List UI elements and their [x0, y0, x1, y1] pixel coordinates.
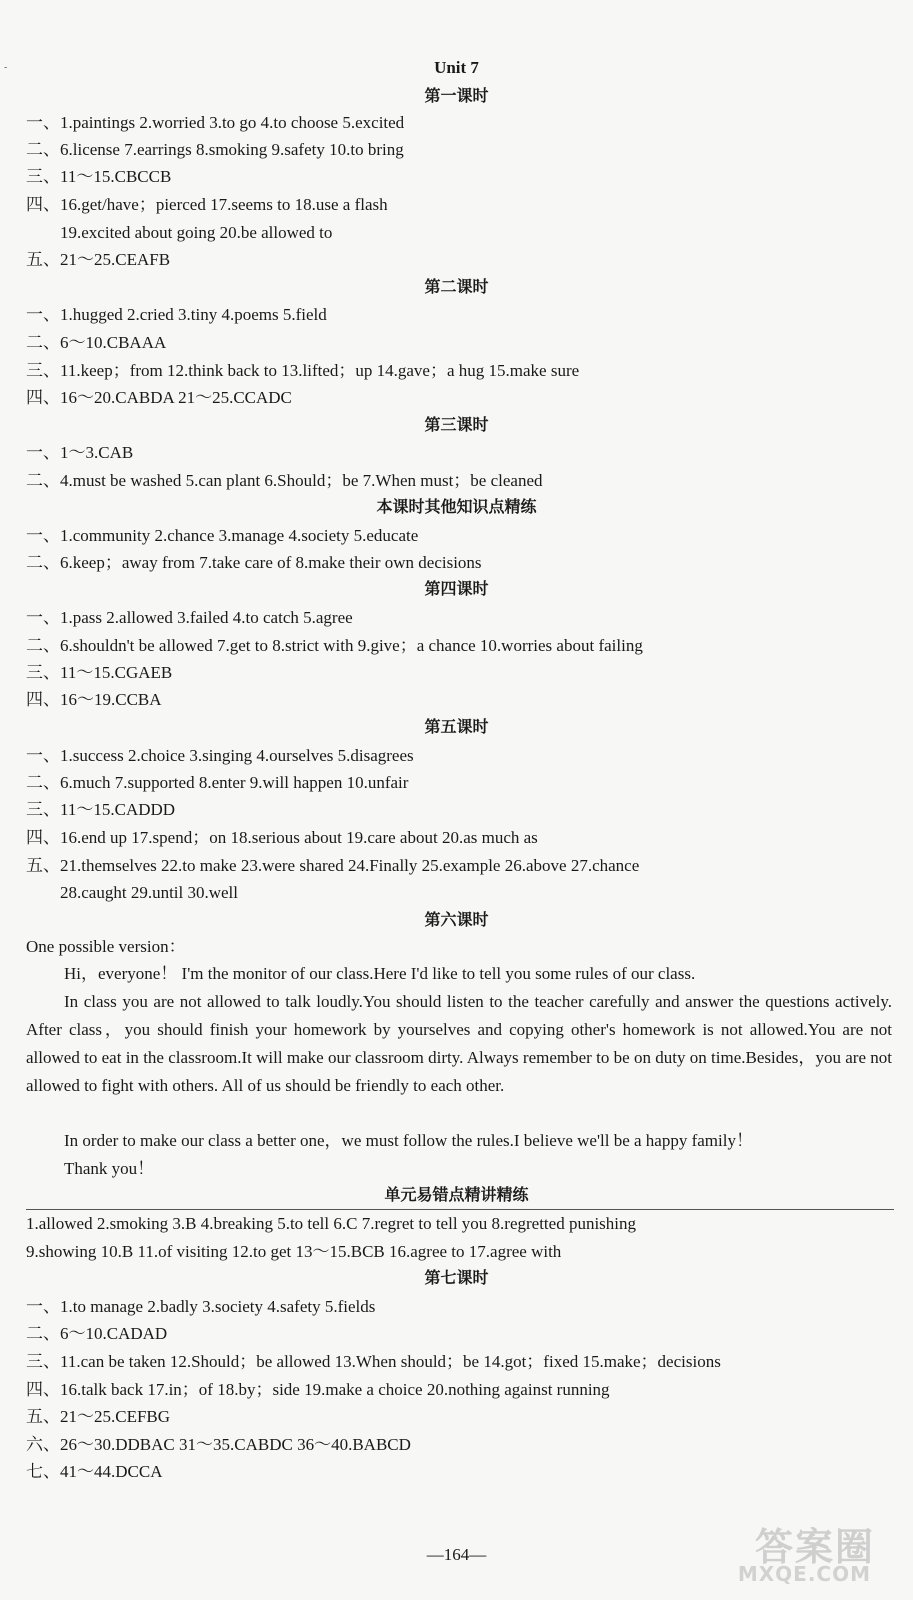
answer-line: 28.caught 29.until 30.well	[60, 883, 239, 902]
answer-line: 二、4.must be washed 5.can plant 6.Should；be 7.When must；be cleaned	[26, 471, 543, 490]
answer-line: 七、41～44.DCCA	[26, 1462, 163, 1481]
section-title-lesson-3: 第三课时	[424, 417, 489, 434]
answer-line: 一、1.community 2.chance 3.manage 4.society 5.educate	[26, 526, 419, 545]
essay-paragraph: In order to make our class a better one，we must follow the rules.I believe we'll be a happy family！	[64, 1131, 753, 1150]
answer-line: 三、11～15.CGAEB	[26, 663, 173, 682]
section-title-common-errors: 单元易错点精讲精练	[384, 1187, 529, 1204]
answer-line: 四、16.end up 17.spend；on 18.serious about 19.care about 20.as much as	[26, 828, 538, 847]
section-title-lesson-2: 第二课时	[424, 279, 489, 296]
section-title-lesson-5: 第五课时	[424, 719, 489, 736]
answer-line: 六、26～30.DDBAC 31～35.CABDC 36～40.BABCD	[26, 1435, 411, 1454]
section-title-extra-practice: 本课时其他知识点精练	[376, 499, 537, 516]
answer-line: 三、11.keep；from 12.think back to 13.lifted；up 14.gave；a hug 15.make sure	[26, 361, 580, 380]
answer-line: 9.showing 10.B 11.of visiting 12.to get 13～15.BCB 16.agree to 17.agree with	[26, 1242, 562, 1261]
answer-line: 一、1.success 2.choice 3.singing 4.ourselves 5.disagrees	[26, 746, 414, 765]
answer-line: 四、16.get/have；pierced 17.seems to 18.use a flash	[26, 195, 388, 214]
answer-line: 一、1.pass 2.allowed 3.failed 4.to catch 5.agree	[26, 608, 353, 627]
answer-line: 五、21～25.CEAFB	[26, 250, 171, 269]
essay-paragraph: In class you are not allowed to talk loudly.You should listen to the teacher carefully and answer the questions actively. After class，you should finish your homework by yourselves and copying other's homework is not allowed.You are not allowed to eat in the classroom.It will make our classroom dirty. Always remember to be on duty on time.Besides，you are not allowed to fight with others. All of us should be friendly to each other.	[26, 992, 892, 1095]
answer-line: 二、6.license 7.earrings 8.smoking 9.safety 10.to bring	[26, 140, 404, 159]
unit-title: Unit 7	[434, 58, 479, 77]
answer-line: 三、11～15.CADDD	[26, 800, 176, 819]
answer-line: 五、21.themselves 22.to make 23.were shared 24.Finally 25.example 26.above 27.chance	[26, 856, 640, 875]
answer-line: 四、16.talk back 17.in；of 18.by；side 19.make a choice 20.nothing against running	[26, 1380, 610, 1399]
section-title-lesson-4: 第四课时	[424, 581, 489, 598]
answer-line: 一、1.hugged 2.cried 3.tiny 4.poems 5.field	[26, 305, 327, 324]
answer-line: 一、1.paintings 2.worried 3.to go 4.to choose 5.excited	[26, 113, 405, 132]
watermark-cn: 答案圈	[754, 1525, 875, 1569]
answer-line: 二、6.much 7.supported 8.enter 9.will happen 10.unfair	[26, 773, 409, 792]
answer-line: 四、16～20.CABDA 21～25.CCADC	[26, 388, 292, 407]
answer-line: 三、11.can be taken 12.Should；be allowed 13.When should；be 14.got；fixed 15.make；decisions	[26, 1352, 721, 1371]
margin-mark: -	[4, 62, 8, 73]
answer-line: 1.allowed 2.smoking 3.B 4.breaking 5.to tell 6.C 7.regret to tell you 8.regretted punishing	[26, 1214, 637, 1233]
watermark-logo	[737, 1516, 895, 1586]
answer-line: 二、6.shouldn't be allowed 7.get to 8.strict with 9.give；a chance 10.worries about failing	[26, 636, 643, 655]
section-title-lesson-1: 第一课时	[424, 88, 489, 105]
answer-line: 19.excited about going 20.be allowed to	[60, 223, 333, 242]
sample-intro: One possible version：	[26, 937, 186, 956]
answer-line: 三、11～15.CBCCB	[26, 167, 172, 186]
essay-paragraph: Thank you！	[64, 1159, 155, 1178]
answer-line: 五、21～25.CEFBG	[26, 1407, 171, 1426]
section-title-lesson-6: 第六课时	[424, 912, 489, 929]
answer-line: 一、1～3.CAB	[26, 443, 134, 462]
divider	[26, 1209, 894, 1210]
answer-line: 四、16～19.CCBA	[26, 690, 162, 709]
section-title-lesson-7: 第七课时	[424, 1270, 489, 1287]
watermark-en: MXQE.COM	[737, 1562, 871, 1586]
answer-line: 二、6～10.CADAD	[26, 1324, 168, 1343]
answer-line: 二、6.keep；away from 7.take care of 8.make their own decisions	[26, 553, 482, 572]
page-number: —164—	[426, 1545, 487, 1564]
answer-line: 二、6～10.CBAAA	[26, 333, 167, 352]
answer-line: 一、1.to manage 2.badly 3.society 4.safety 5.fields	[26, 1297, 376, 1316]
essay-paragraph: Hi，everyone！ I'm the monitor of our class.Here I'd like to tell you some rules of our class.	[64, 964, 696, 983]
